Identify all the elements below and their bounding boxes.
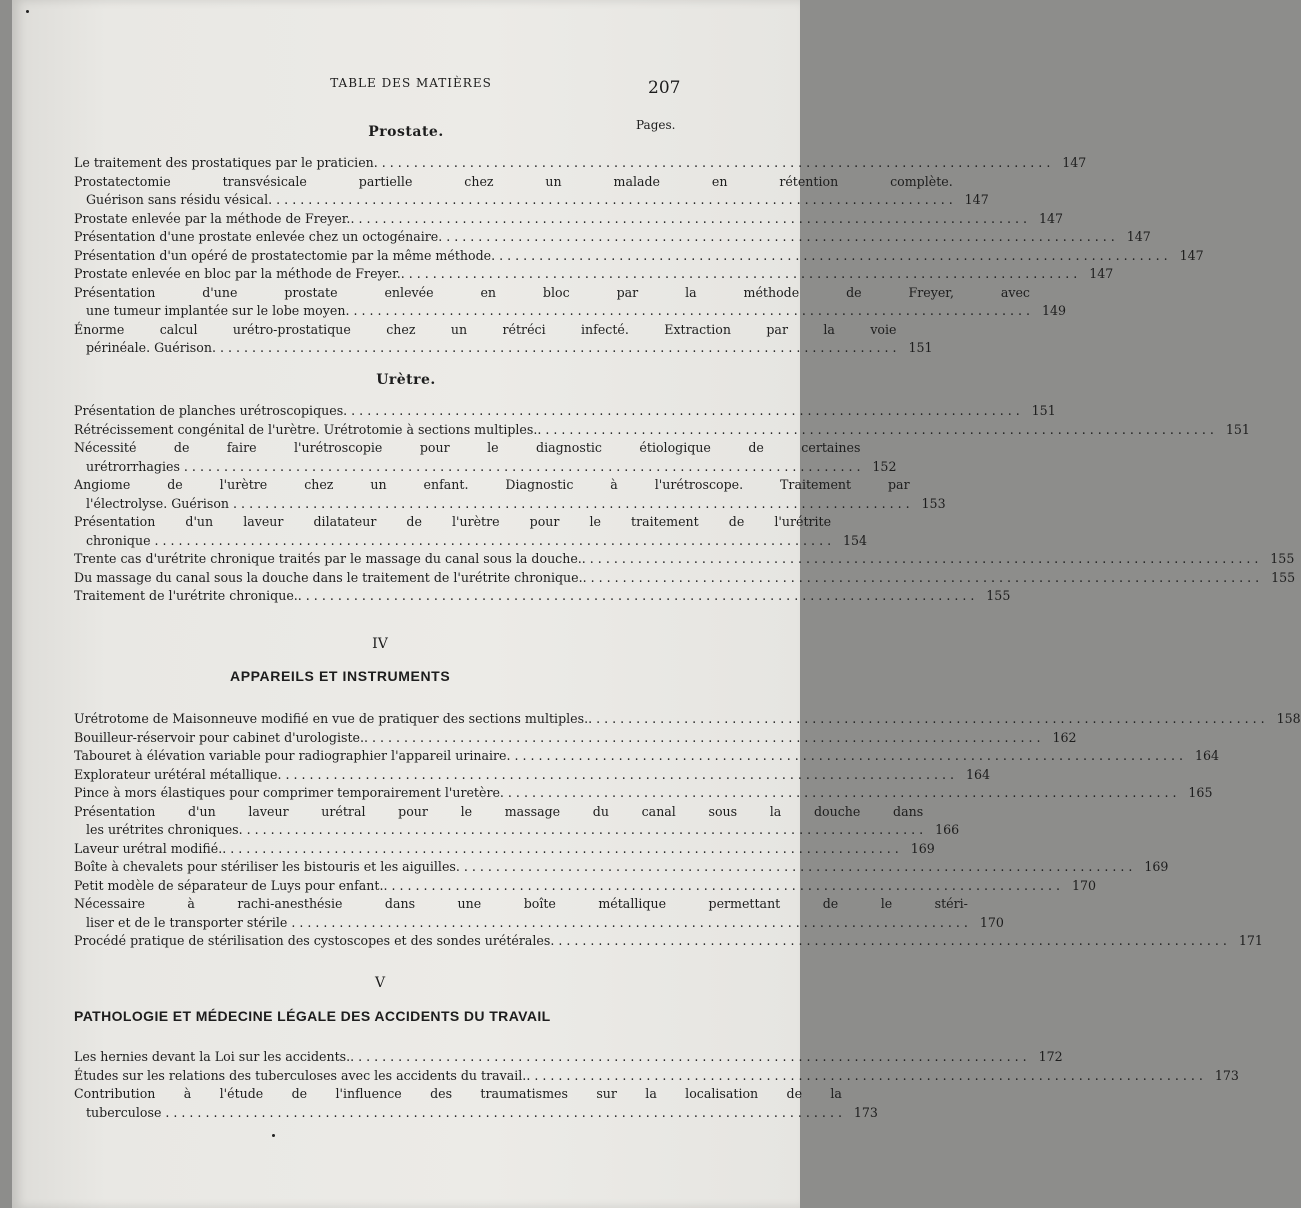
- toc-entry-page: 155: [986, 588, 1011, 603]
- dot-leader: [298, 587, 975, 606]
- toc-entry-page: 147: [1179, 247, 1204, 263]
- toc-entry-title: [74, 803, 923, 840]
- section-number-iv: IV: [372, 636, 388, 652]
- toc-entry: [74, 1085, 878, 1122]
- toc-entry-title: [74, 265, 1077, 284]
- toc-entry-title: [74, 840, 899, 859]
- toc-entry: [74, 321, 933, 358]
- toc-entry-title: [74, 569, 1259, 588]
- toc-entry-title: [74, 439, 860, 476]
- toc-entry: [74, 569, 1296, 588]
- toc-entry-page: 147: [964, 192, 989, 207]
- toc-entry-line: Angiome de l'urètre chez un enfant. Diagnostic à l'urétroscope. Traitement par: [74, 477, 910, 492]
- toc-entry-line: Le traitement des prostatiques par le praticien: [74, 155, 374, 170]
- toc-entry-title: [74, 587, 974, 606]
- toc-entry: [74, 747, 1220, 766]
- toc-entry-page: 147: [1038, 210, 1063, 226]
- toc-entry-line: une tumeur implantée sur le lobe moyen.: [86, 303, 350, 318]
- toc-entry-line: Urétrotome de Maisonneuve modifié en vue de pratiquer des sections multiples.: [74, 711, 589, 726]
- toc-entry-title: [74, 858, 1132, 877]
- toc-entry: [74, 284, 1066, 321]
- toc-entry-page: 170: [1071, 877, 1097, 893]
- toc-entry-page: 153: [921, 495, 946, 511]
- toc-entry-page: 147: [1126, 229, 1151, 244]
- toc-entry-page: 164: [965, 766, 991, 782]
- toc-entry-line: Procédé pratique de stérilisation des cystoscopes et des sondes urétérales: [74, 933, 551, 948]
- toc-entry-page: 151: [1031, 403, 1056, 418]
- toc-entry-title: [74, 513, 831, 550]
- dot-leader: [216, 340, 897, 355]
- toc-entry-title: [74, 932, 1227, 951]
- dot-leader: [374, 154, 1051, 173]
- toc-entry-line: Trente cas d'urétrite chronique traités par le massage du canal sous la douche.: [74, 551, 582, 566]
- dot-leader: [550, 932, 1227, 951]
- toc-entry-page: 169: [1144, 859, 1169, 874]
- toc-entry-line: Du massage du canal sous la douche dans le traitement de l'urétrite chronique.: [74, 569, 583, 585]
- toc-entry-page: 173: [1214, 1067, 1239, 1083]
- toc-entry-page: 169: [910, 840, 935, 856]
- toc-entry-line: Prostate enlevée par la méthode de Freyer.: [74, 210, 351, 226]
- uretre-entries: [74, 402, 1296, 606]
- dot-leader: [180, 459, 861, 474]
- toc-entry-page: 154: [843, 532, 868, 548]
- toc-entry-page: 152: [872, 458, 897, 474]
- toc-entry: [74, 932, 1263, 951]
- dot-leader: [277, 766, 954, 785]
- toc-entry-page: 162: [1052, 729, 1077, 745]
- section-title-uretre: Urètre.: [376, 372, 436, 388]
- toc-entry-title: [74, 784, 1176, 803]
- toc-entry: [74, 587, 1011, 606]
- toc-entry-title: [74, 321, 897, 358]
- toc-entry-line: liser et de le transporter stérile: [86, 914, 288, 930]
- toc-entry: [74, 550, 1295, 569]
- toc-entry-line: Contribution à l'étude de l'influence des traumatismes sur la localisation de la: [74, 1086, 842, 1101]
- toc-entry-line: Présentation d'un opéré de prostatectomie par la même méthode: [74, 247, 492, 263]
- scan-speck: [26, 10, 29, 13]
- running-title: TABLE DES MATIÈRES: [330, 76, 492, 90]
- toc-entry-line: Guérison sans résidu vésical.: [86, 192, 273, 207]
- toc-entry: [74, 803, 960, 840]
- toc-entry-page: 155: [1271, 569, 1296, 585]
- toc-entry-page: 155: [1270, 551, 1295, 566]
- dot-leader: [350, 210, 1027, 229]
- section-number-v: V: [374, 975, 386, 991]
- dot-leader: [229, 496, 910, 511]
- section-title-appareils: APPAREILS ET INSTRUMENTS: [230, 668, 451, 684]
- dot-leader: [243, 822, 924, 837]
- dot-leader: [287, 915, 968, 930]
- toc-entry-line: Laveur urétral modifié.: [74, 840, 223, 856]
- toc-entry-line: l'électrolyse. Guérison: [86, 495, 230, 511]
- toc-entry-title: [74, 729, 1041, 748]
- toc-entry-line: Rétrécissement congénital de l'urètre. Urétrotomie à sections multiples.: [74, 421, 538, 437]
- toc-entry: [74, 265, 1114, 284]
- toc-entry-line: Traitement de l'urétrite chronique.: [74, 588, 298, 603]
- dot-leader: [537, 421, 1214, 440]
- toc-entry-page: 158: [1276, 711, 1301, 726]
- toc-entry-title: [74, 284, 1030, 321]
- toc-entry-page: 147: [1062, 155, 1087, 170]
- toc-entry-line: Études sur les relations des tuberculoses avec les accidents du travail.: [74, 1067, 527, 1083]
- dot-leader: [582, 550, 1259, 569]
- toc-entry-page: 170: [979, 914, 1004, 930]
- toc-entry-title: [74, 747, 1183, 766]
- toc-entry: [74, 154, 1087, 173]
- toc-entry: [74, 210, 1063, 229]
- toc-entry-title: [74, 550, 1258, 569]
- toc-entry-line: Nécessaire à rachi-anesthésie dans une boîte métallique permettant de le stéri-: [74, 896, 968, 911]
- section-title-pathologie: PATHOLOGIE ET MÉDECINE LÉGALE DES ACCIDENTS DU TRAVAIL: [74, 1008, 551, 1024]
- toc-entry-line: Pince à mors élastiques pour comprimer temporairement l'uretère: [74, 785, 500, 800]
- toc-entry-title: [74, 710, 1265, 729]
- toc-entry-title: [74, 895, 968, 932]
- toc-entry-page: 165: [1188, 785, 1213, 800]
- dot-leader: [151, 533, 832, 548]
- toc-entry-title: [74, 210, 1027, 229]
- dot-leader: [500, 784, 1177, 803]
- toc-entry: [74, 1067, 1239, 1086]
- toc-entry-title: [74, 421, 1214, 440]
- toc-entry: [74, 1048, 1063, 1067]
- toc-entry: [74, 895, 1004, 932]
- toc-entry-page: 149: [1041, 303, 1066, 318]
- toc-entry-line: Présentation d'un laveur dilatateur de l'urètre pour le traitement de l'urétrite: [74, 514, 832, 529]
- toc-entry-title: [74, 1048, 1027, 1067]
- toc-entry-title: [74, 1067, 1203, 1086]
- toc-entry-title: [74, 877, 1060, 896]
- pathologie-entries: [74, 1048, 1239, 1122]
- toc-entry-line: Énorme calcul urétro-prostatique chez un rétréci infecté. Extraction par la voie: [74, 321, 897, 337]
- dot-leader: [456, 858, 1133, 877]
- toc-entry: [74, 766, 991, 785]
- toc-entry: [74, 439, 897, 476]
- toc-entry: [74, 228, 1151, 247]
- toc-entry-line: Prostatectomie transvésicale partielle chez un malade en rétention complète.: [74, 173, 953, 189]
- toc-entry: [74, 858, 1169, 877]
- toc-entry-page: 151: [908, 340, 933, 355]
- toc-entry-line: Présentation d'une prostate enlevée chez un octogénaire: [74, 229, 439, 244]
- prostate-entries: [74, 154, 1204, 358]
- toc-entry: [74, 840, 935, 859]
- toc-entry-line: périnéale. Guérison.: [86, 340, 216, 355]
- toc-entry: [74, 402, 1056, 421]
- dot-leader: [383, 877, 1060, 896]
- toc-entry-line: urétrorrhagies: [86, 458, 180, 474]
- toc-entry-line: les urétrites chroniques.: [86, 822, 243, 837]
- toc-entry: [74, 877, 1097, 896]
- appareils-entries: [74, 710, 1301, 951]
- dot-leader: [161, 1105, 842, 1120]
- toc-entry-title: [74, 228, 1115, 247]
- toc-entry-line: Boîte à chevalets pour stériliser les bistouris et les aiguilles: [74, 859, 456, 874]
- dot-leader: [364, 729, 1041, 748]
- dot-leader: [526, 1067, 1203, 1086]
- toc-entry-page: 173: [853, 1104, 878, 1120]
- toc-entry: [74, 710, 1301, 729]
- dot-leader: [272, 192, 953, 207]
- dot-leader: [491, 247, 1168, 266]
- dot-leader: [401, 265, 1078, 284]
- dot-leader: [349, 303, 1030, 318]
- dot-leader: [588, 710, 1265, 729]
- toc-entry: [74, 784, 1213, 803]
- toc-entry-line: Petit modèle de séparateur de Luys pour enfant.: [74, 877, 384, 893]
- toc-entry-title: [74, 173, 953, 210]
- toc-entry-line: Présentation de planches urétroscopiques: [74, 403, 344, 418]
- toc-entry-page: 147: [1089, 266, 1114, 281]
- toc-entry-title: [74, 1085, 842, 1122]
- toc-entry-line: Bouilleur-réservoir pour cabinet d'urologiste.: [74, 729, 365, 745]
- toc-entry: [74, 173, 989, 210]
- toc-entry-line: Nécessité de faire l'urétroscopie pour le diagnostic étiologique de certaines: [74, 440, 861, 455]
- toc-entry-page: 164: [1195, 748, 1220, 763]
- dot-leader: [350, 1048, 1027, 1067]
- toc-entry-title: [74, 402, 1020, 421]
- page-number: 207: [648, 78, 681, 98]
- toc-entry-page: 166: [935, 822, 960, 837]
- toc-entry-line: chronique: [86, 532, 151, 548]
- toc-entry: [74, 513, 868, 550]
- toc-entry-line: Explorateur urétéral métallique: [74, 766, 278, 782]
- toc-entry-line: Prostate enlevée en bloc par la méthode de Freyer.: [74, 266, 401, 281]
- toc-entry: [74, 247, 1204, 266]
- toc-entry-title: [74, 247, 1168, 266]
- toc-entry-line: tuberculose: [86, 1104, 162, 1120]
- dot-leader: [507, 747, 1184, 766]
- book-page: [12, 0, 1301, 1208]
- toc-entry: [74, 421, 1250, 440]
- toc-entry-line: Présentation d'une prostate enlevée en bloc par la méthode de Freyer, avec: [74, 284, 1030, 300]
- toc-entry-page: 171: [1238, 933, 1263, 948]
- section-title-prostate: Prostate.: [368, 124, 444, 140]
- toc-entry-line: Tabouret à élévation variable pour radiographier l'appareil urinaire: [74, 748, 507, 763]
- dot-leader: [222, 840, 899, 859]
- dot-leader: [343, 402, 1020, 421]
- toc-entry-page: 151: [1225, 421, 1250, 437]
- pages-column-label: Pages.: [636, 118, 676, 132]
- toc-entry: [74, 729, 1077, 748]
- dot-leader: [583, 569, 1260, 588]
- toc-entry-title: [74, 476, 910, 513]
- toc-entry: [74, 476, 946, 513]
- dot-leader: [438, 228, 1115, 247]
- scan-speck: [272, 1134, 275, 1137]
- toc-entry-line: Présentation d'un laveur urétral pour le massage du canal sous la douche dans: [74, 803, 924, 819]
- toc-entry-title: [74, 154, 1050, 173]
- toc-entry-line: Les hernies devant la Loi sur les accidents.: [74, 1049, 351, 1064]
- toc-entry-title: [74, 766, 954, 785]
- toc-entry-page: 172: [1038, 1049, 1063, 1064]
